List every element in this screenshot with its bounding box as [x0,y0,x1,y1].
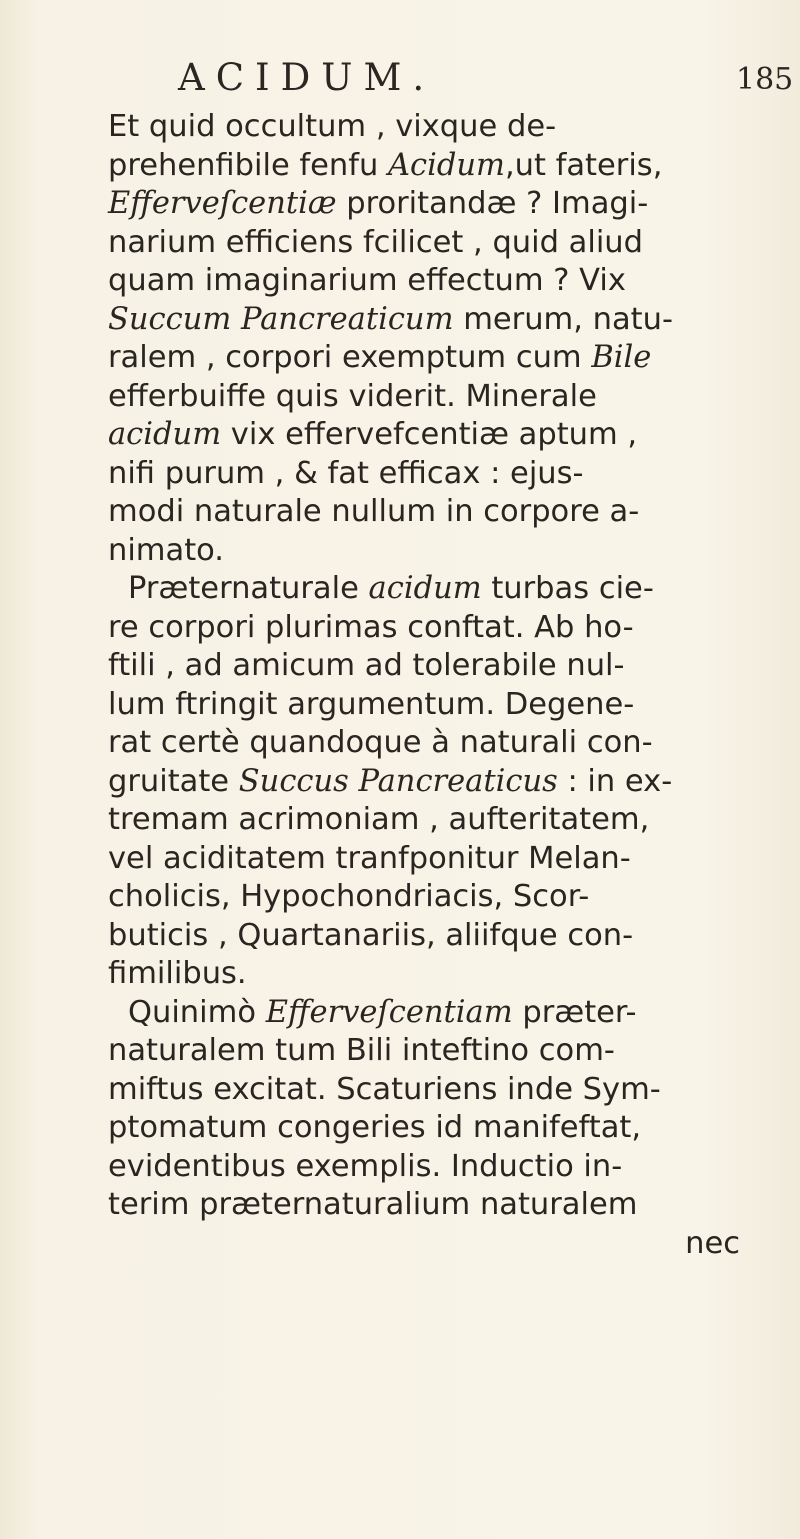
italic-term: Efferveſcentiæ [108,186,337,221]
text-line [108,801,788,840]
text-line [108,724,788,763]
text-line [108,955,788,994]
text-line [108,301,788,340]
text-run: Præternaturale [128,571,369,606]
text-line [108,763,788,802]
text-line [108,917,788,956]
text-line [108,108,788,147]
paragraph [108,570,788,994]
text-line [108,609,788,648]
text-run: Et quid occultum , vixque de- [108,109,557,144]
text-run: nifi purum , & fat efficax : ejus- [108,455,584,491]
text-run: proritandæ ? Imagi- [336,186,649,221]
text-run: narium efficiens fcilicet , quid aliud [108,224,644,260]
italic-term: acidum [368,571,482,606]
italic-term: Succum Pancreaticum [108,301,454,337]
page-number: 185 [736,62,794,97]
italic-term: Succus Pancreaticus [238,763,558,799]
paragraph [108,994,788,1225]
text-run: ,ut fateris, [504,147,663,183]
text-run: re corpori plurimas conftat. Ab ho- [108,609,634,645]
text-run: rat certè quandoque à naturali con- [108,725,653,760]
text-line [108,224,788,263]
text-line [108,570,788,609]
italic-term: Bile [591,340,652,375]
text-line [108,262,788,301]
text-line [108,686,788,725]
text-run: lum ftringit argumentum. Degene- [108,686,635,722]
text-line [108,1071,788,1110]
text-run: vel aciditatem tranfponitur Melan- [108,840,631,876]
running-head [0,56,800,106]
text-line [108,532,788,571]
text-line [108,840,788,879]
text-run: prehenfibile fenfu [108,147,388,183]
text-run: miftus excitat. Scaturiens inde Sym- [108,1071,661,1107]
text-line [108,1186,788,1225]
catchword: nec [685,1225,740,1261]
text-run: ptomatum congeries id manifeftat, [108,1110,642,1145]
running-title: ACIDUM. [178,56,436,99]
text-run: quam imaginarium effectum ? Vix [108,263,626,298]
paragraph [108,108,788,570]
text-line [108,1148,788,1187]
italic-term: Acidum [388,147,505,183]
text-line [108,647,788,686]
text-run: ftili , ad amicum ad tolerabile nul- [108,648,625,683]
text-run: terim præternaturalium naturalem [108,1187,638,1222]
text-run: præter- [512,994,637,1030]
text-line [108,493,788,532]
italic-term: Efferveſcentiam [265,994,513,1030]
text-run: turbas cie- [481,571,654,606]
text-run: Quinimò [128,994,266,1030]
text-line [108,185,788,224]
text-line [108,994,788,1033]
text-run: tremam acrimoniam , aufteritatem, [108,802,650,837]
text-line [108,1109,788,1148]
text-line [108,339,788,378]
body-text [108,108,788,1263]
text-run: ralem , corpori exemptum cum [108,340,592,375]
text-run: cholicis, Hypochondriacis, Scor- [108,879,590,914]
text-line [108,455,788,494]
text-line [108,416,788,455]
text-run: modi naturale nullum in corpore a- [108,494,640,529]
text-run: vix effervefcentiæ aptum , [221,417,638,452]
text-run: fimilibus. [108,956,247,991]
text-line [108,378,788,417]
text-line [108,1032,788,1071]
text-run: nimato. [108,532,224,568]
text-run: efferbuiffe quis viderit. Minerale [108,378,597,414]
text-run: merum, natu- [453,301,673,337]
text-run: evidentibus exemplis. Inductio in- [108,1148,623,1184]
text-run: naturalem tum Bili inteftino com- [108,1033,615,1068]
text-run: gruitate [108,763,239,799]
italic-term: acidum [108,417,222,452]
text-run: buticis , Quartanariis, aliifque con- [108,917,634,953]
text-line [108,878,788,917]
text-run: : in ex- [557,763,673,799]
text-line [108,147,788,186]
